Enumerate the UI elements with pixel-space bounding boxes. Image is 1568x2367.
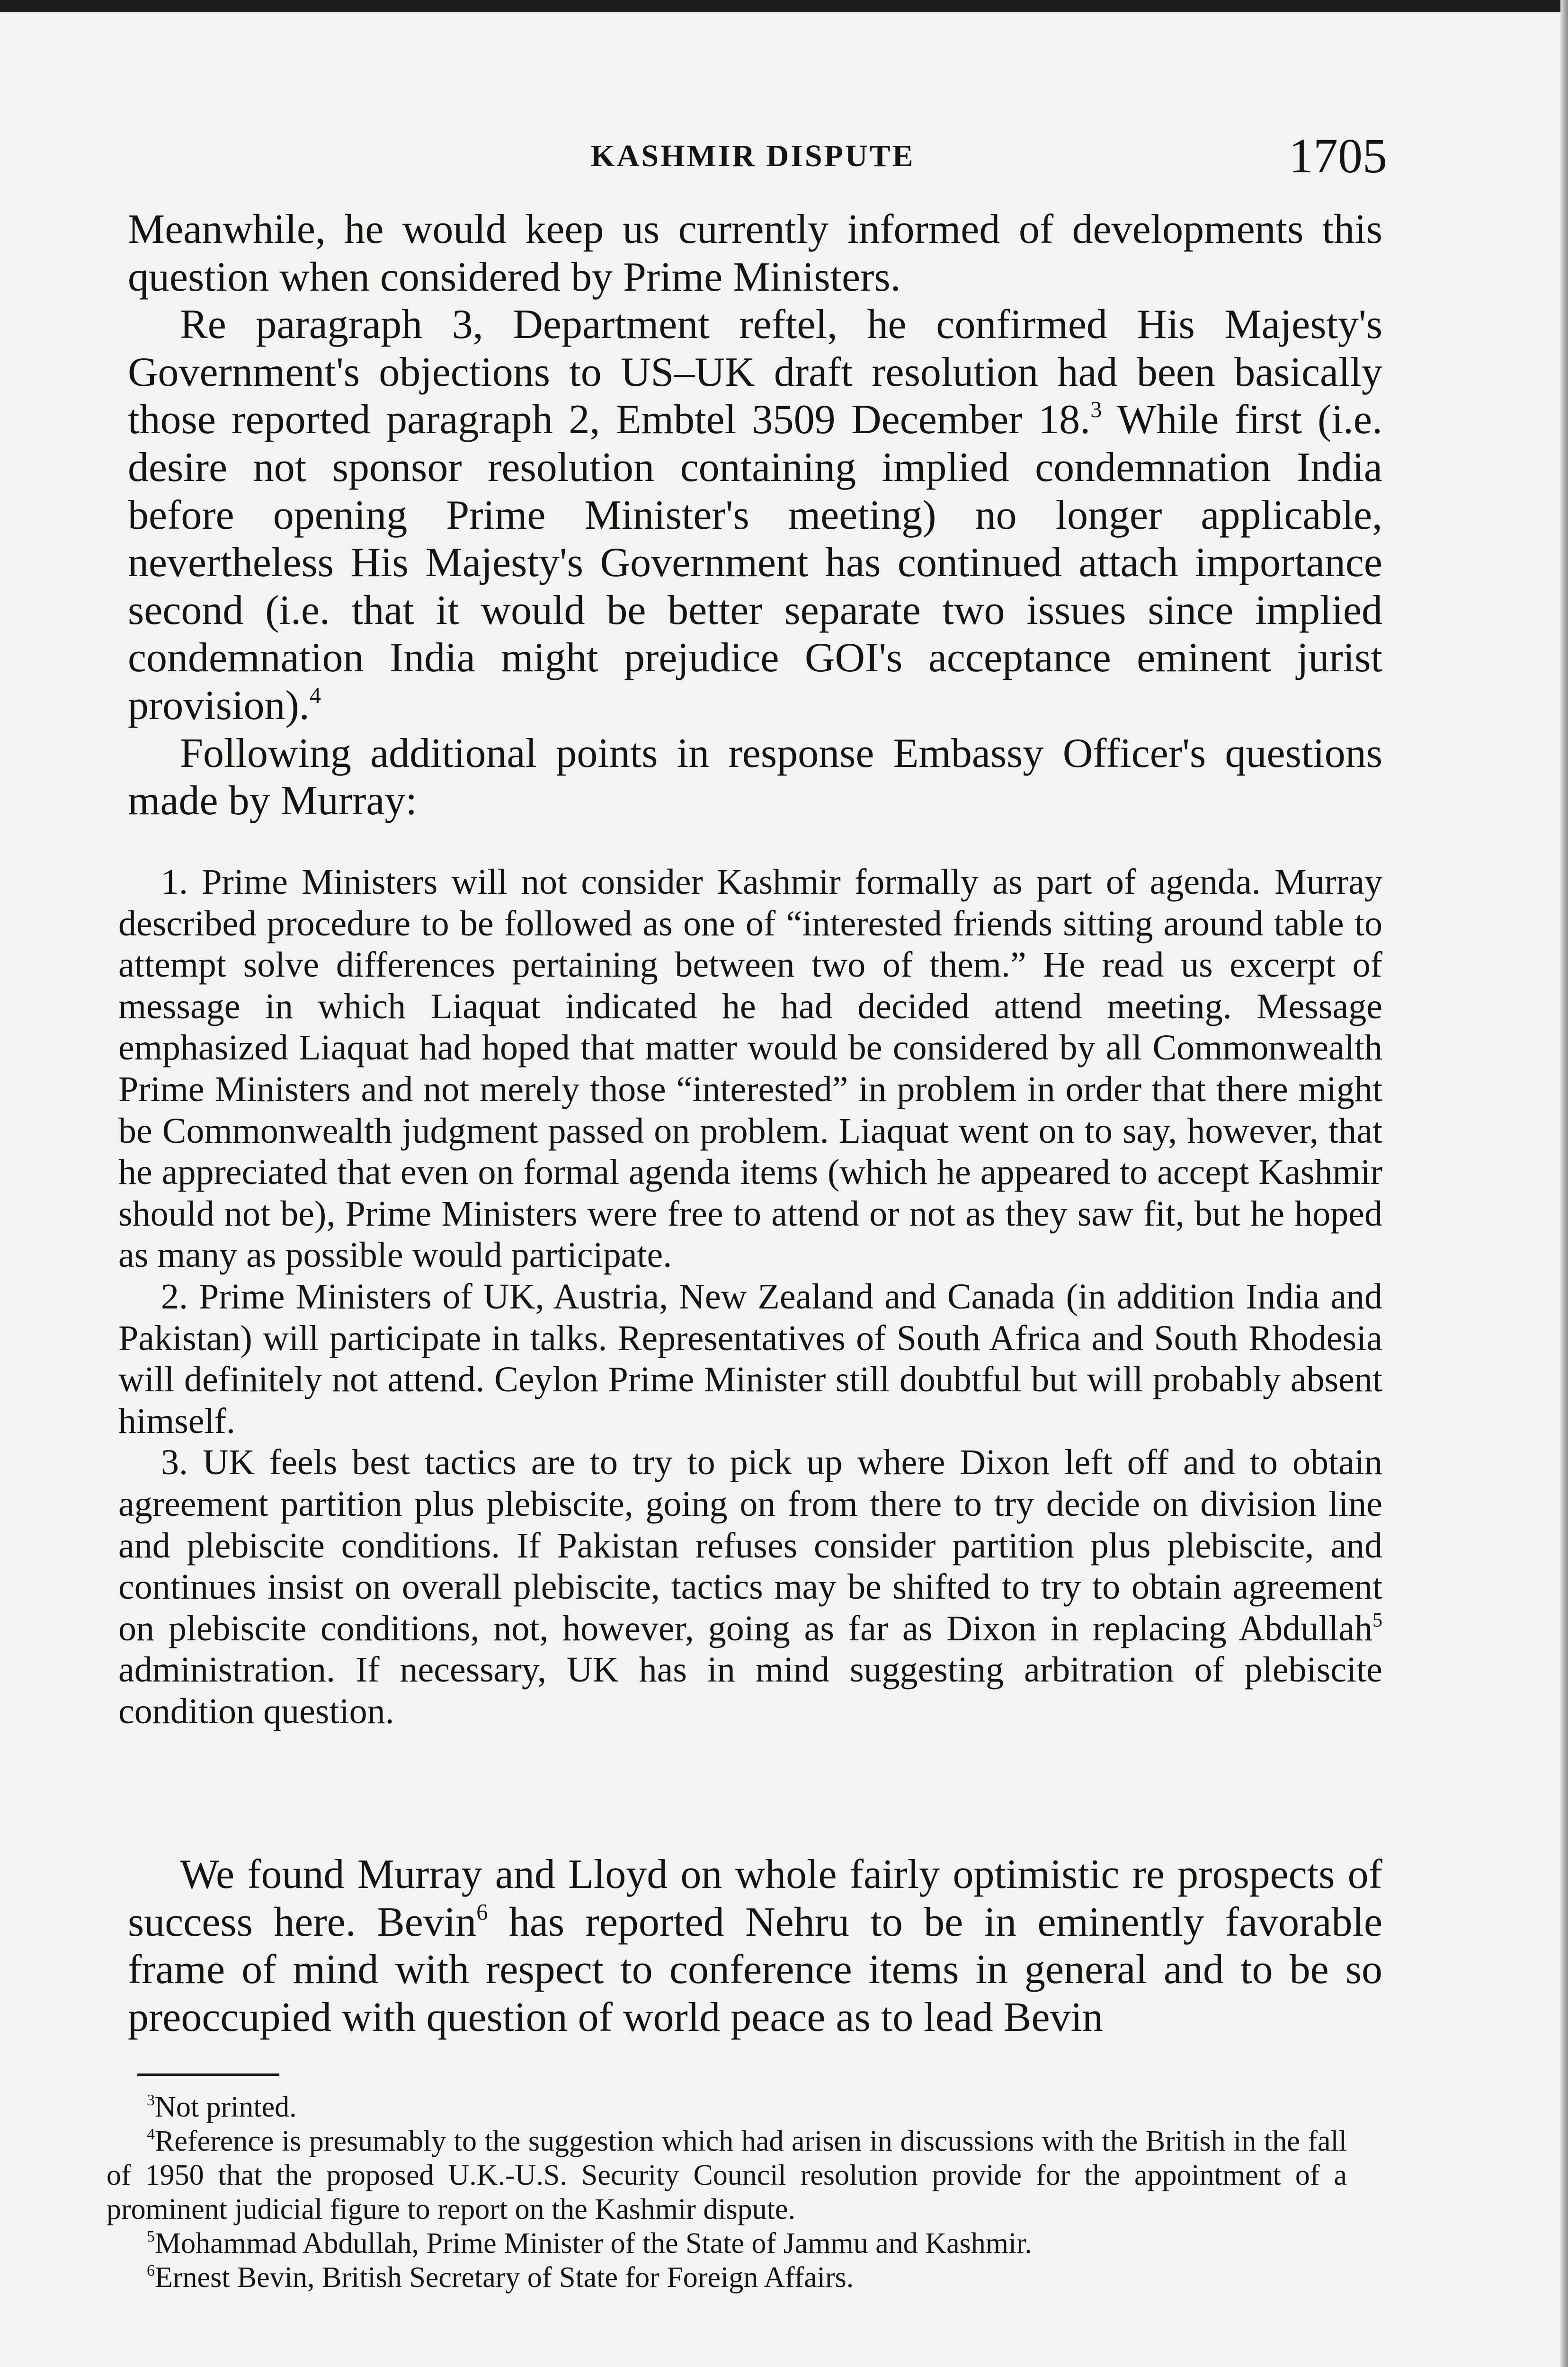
paragraph-2 [128,301,1382,730]
point-2-text: 2. Prime Ministers of UK, Austria, New Zealand and Canada (in addition India and Pakistan) will participate in talks. Representatives of South Africa and South Rhodesia will definitely not attend. Ceylon Prime Minister still doubtful but will probably absent himself. [118,1276,1382,1441]
paragraph-2-text-b: While first (i.e. desire not sponsor resolution containing implied condemnation India before opening Prime Minister's meeting) no longer applicable, nevertheless His Majesty's Government has continued attach importance second (i.e. that it would be better separate two issues since implied condemnation India might prejudice GOI's acceptance eminent jurist provision). [128,397,1382,729]
footnote-6 [107,2260,1347,2295]
footnote-rule [137,2073,279,2076]
footnote-5 [107,2226,1347,2260]
footnote-4-mark: 4 [147,2126,155,2144]
footnote-3-text: Not printed. [155,2091,297,2123]
paragraph-3 [128,730,1382,825]
footnotes [107,2090,1347,2295]
numbered-points [118,862,1382,1732]
footnote-6-mark: 6 [147,2262,155,2280]
footnote-ref-5: 5 [1372,1609,1382,1631]
paragraph-2-text-a: Re paragraph 3, Department reftel, he confirmed His Majesty's Government's objections to US–UK draft resolution had been basically those reported paragraph 2, Embtel 3509 December 18. [128,302,1382,443]
page-number: 1705 [1289,129,1387,183]
scan-top-edge [0,0,1568,12]
paragraph-3-text: Following additional points in response Embassy Officer's questions made by Murray: [128,730,1382,824]
footnote-ref-3: 3 [1090,397,1102,423]
point-1 [118,862,1382,1276]
body-text [128,206,1382,825]
footnote-ref-6: 6 [476,1899,488,1925]
paragraph-4 [128,1851,1382,2041]
page-header [118,128,1387,189]
point-3-text-b: administration. If necessary, UK has in mind suggesting arbitration of plebiscite condition question. [118,1650,1382,1731]
footnote-6-text: Ernest Bevin, British Secretary of State for Foreign Affairs. [155,2261,854,2294]
paragraph-1 [128,206,1382,301]
footnote-4-text: Reference is presumably to the suggestion which had arisen in discussions with the British in the fall of 1950 that the proposed U.K.-U.S. Security Council resolution provide for the appointment of a prominent judicial figure to report on the Kashmir dispute. [107,2125,1347,2225]
point-3-text-a: 3. UK feels best tactics are to try to pick up where Dixon left off and to obtain agreement partition plus plebiscite, going on from there to try decide on division line and plebiscite conditions. If Pakistan refuses consider partition plus plebiscite, and continues insist on overall plebiscite, tactics may be shifted to try to obtain agreement on plebiscite conditions, not, however, going as far as Dixon in replacing Abdullah [118,1442,1382,1648]
paragraph-4-text-b: has reported Nehru to be in eminently favorable frame of mind with respect to conference items in general and to be so preoccupied with question of world peace as to lead Bevin [128,1899,1382,2040]
footnote-ref-4: 4 [309,683,321,709]
running-head: KASHMIR DISPUTE [590,139,915,173]
footnote-4 [107,2124,1347,2226]
point-3 [118,1442,1382,1732]
footnote-3 [107,2090,1347,2124]
paragraph-4-text-a: We found Murray and Lloyd on whole fairly optimistic re prospects of success here. Bevin [128,1851,1382,1945]
scan-right-edge [1560,0,1568,2367]
footnote-5-text: Mohammad Abdullah, Prime Minister of the State of Jammu and Kashmir. [155,2227,1032,2260]
closing-text [128,1851,1382,2041]
point-1-text: 1. Prime Ministers will not consider Kashmir formally as part of agenda. Murray described procedure to be followed as one of “interested friends sitting around table to attempt solve differences pertaining between two of them.” He read us excerpt of message in which Liaquat indicated he had decided attend meeting. Message emphasized Liaquat had hoped that matter would be considered by all Commonwealth Prime Ministers and not merely those “interested” in problem in order that there might be Commonwealth judgment passed on problem. Liaquat went on to say, however, that he appreciated that even on formal agenda items (which he appeared to accept Kashmir should not be), Prime Ministers were free to attend or not as they saw fit, but he hoped as many as possible would participate. [118,862,1382,1275]
paragraph-1-text: Meanwhile, he would keep us currently informed of developments this question when considered by Prime Ministers. [128,206,1382,300]
point-2 [118,1276,1382,1442]
footnote-5-mark: 5 [147,2228,155,2246]
footnote-3-mark: 3 [147,2091,155,2109]
